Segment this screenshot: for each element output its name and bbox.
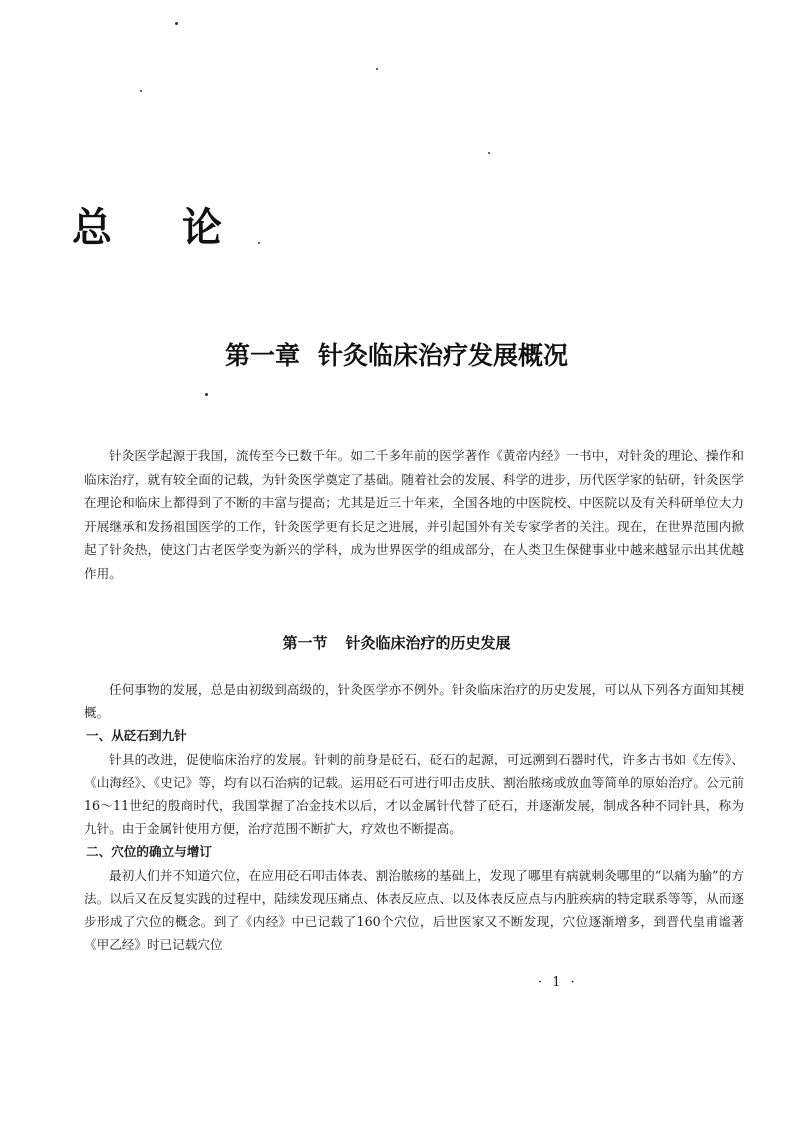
subsection-heading: 一、从砭石到九针 bbox=[86, 728, 187, 744]
subsection-paragraph: 针具的改进，促使临床治疗的发展。针刺的前身是砭石，砭石的起源，可远溯到石器时代，许多古书如《左传》、《山海经》、《史记》等，均有以石治病的记载。运用砭石可进行叩击皮肤、割治脓疡或放血等简单的原始治疗。公元前16～11世纪的殷商时代，我国掌握了冶金技术以后，才以金属针代替了砭石，并逐渐发展，制成各种不同针具，称为九针。由于金属针使用方便，治疗范围不断扩大，疗效也不断提高。 bbox=[84, 751, 744, 837]
subsection-paragraph: 最初人们并不知道穴位，在应用砭石叩击体表、割治脓疡的基础上，发现了哪里有病就刺灸哪里的“以痛为腧”的方法。以后又在反复实践的过程中，陆续发现压痛点、体表反应点、以及体表反应点与内脏疾病的特定联系等等，从而逐步形成了穴位的概念。到了《内经》中已记载了160个穴位，后世医家又不断发现，穴位逐渐增多，到晋代皇甫谧著《甲乙经》时已记载穴位 bbox=[84, 867, 744, 953]
chapter-title bbox=[0, 336, 793, 372]
intro-paragraph: 针灸医学起源于我国，流传至今已数千年。如二千多年前的医学著作《黄帝内经》一书中，对针灸的理论、操作和临床治疗，就有较全面的记载，为针灸医学奠定了基础。随着社会的发展、科学的进步，历代医学家的钻研，针灸医学在理论和临床上都得到了不断的丰富与提高；尤其是近三十年来，全国各地的中医院校、中医院以及有关科研单位大力开展继承和发扬祖国医学的工作，针灸医学更有长足之进展，并引起国外有关专家学者的关注。现在，在世界范围内掀起了针灸热，使这门古老医学变为新兴的学科，成为世界医学的组成部分，在人类卫生保健事业中越来越显示出其优越作用。 bbox=[84, 448, 744, 581]
section-title-text: 针灸临床治疗的历史发展 bbox=[345, 634, 511, 652]
scan-speck bbox=[175, 22, 178, 25]
scan-speck bbox=[376, 68, 378, 70]
scan-speck bbox=[140, 90, 142, 92]
section-label: 第一节 bbox=[282, 634, 328, 652]
scan-speck bbox=[488, 152, 490, 154]
section-title bbox=[0, 632, 793, 653]
page-number: · 1 · bbox=[538, 975, 578, 990]
section-body bbox=[84, 678, 744, 956]
chapter-title-text: 针灸临床治疗发展概况 bbox=[318, 341, 569, 370]
subsection-heading: 二、穴位的确立与增订 bbox=[86, 844, 212, 860]
chapter-label: 第一章 bbox=[224, 341, 300, 370]
scan-speck bbox=[205, 393, 208, 396]
part-title: 总 论 bbox=[72, 205, 250, 251]
section-intro-paragraph: 任何事物的发展，总是由初级到高级的，针灸医学亦不例外。针灸临床治疗的历史发展，可以从下列各方面知其梗概。 bbox=[84, 682, 744, 721]
scan-speck bbox=[258, 242, 260, 244]
